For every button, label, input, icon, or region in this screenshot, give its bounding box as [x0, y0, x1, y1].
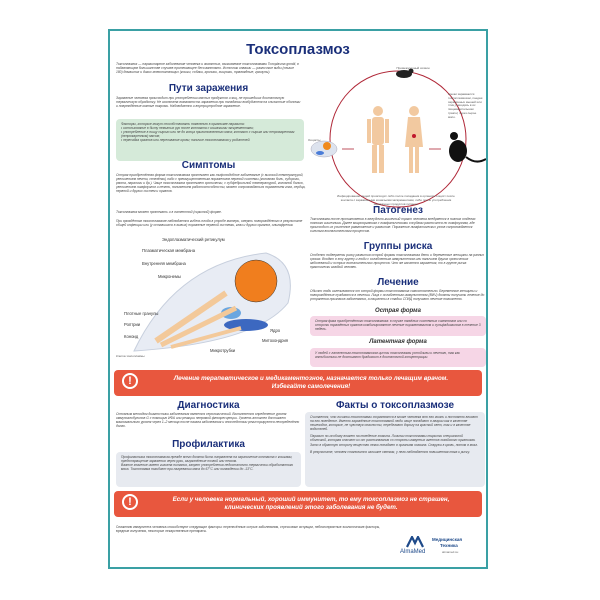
- treatment-text: Обычно люди излечиваются от острой формы токсоплазмоза самостоятельно. Беременные женщины и новорождённые нуждаются в лечении. Лица с ослабленным иммунитетом (ВИЧ) должны получать лечение до устранения признаков заболевания, а пациенты в стадии СПИД получают лечение пожизненно.: [310, 289, 485, 302]
- cycle-ring: [330, 71, 466, 207]
- intro-text: Токсоплазмоз — паразитарное заболевание человека и животных, вызываемое токсоплазмами Toxoplasma gondii, в подавляющем большинстве случаев протекающее бессимптомно. Источник инвазии — различные виды (свыше 180) домашних и диких млекопитающих (кошки, собаки, кролики, хищники, травоядные, грызуны).: [116, 62, 299, 75]
- diagnostics-heading: Диагностика: [177, 400, 240, 411]
- acute-heading: Острая форма: [375, 308, 421, 314]
- latent-text: У людей с латентным токсоплазмозом цисты токсоплазмы устойчивы к лечению, так как антибиотики не достигают брадизоит в достаточной концентрации.: [315, 351, 460, 360]
- factor-item: • пересадка органов или переливание крови; наличие токсоплазмоза у родителей.: [121, 138, 251, 143]
- latent-box: [310, 348, 486, 367]
- cell-label: Эндоплазматический ретикулум: [162, 237, 225, 242]
- cell-label: Митохондрия: [262, 338, 289, 343]
- facts-heading: Факты о токсоплазмозе: [335, 400, 455, 411]
- almamed-logo-mark: [406, 536, 424, 548]
- cell-caption: Клетка токсоплазмы: [116, 354, 145, 358]
- alert-line-2: клинических проявлений этого заболевания не будет.: [224, 504, 398, 511]
- prevention-text-1: Профилактика токсоплазмоза прежде всего должна быть направлена на ограничение контакта с кошками, предотвращение заражения через руки, загрязнённые почвой или песком.: [121, 455, 293, 464]
- alert-immunity: [114, 491, 482, 517]
- brand-url: almamed.su: [442, 550, 459, 554]
- cycle-top-label: Промежуточный хозяин: [396, 66, 430, 70]
- poster: [108, 29, 488, 569]
- human-male-figure: [367, 106, 389, 173]
- brand-sub-1: Медицинская: [432, 537, 463, 542]
- alert-self-treatment: [114, 370, 482, 396]
- prevention-box: [116, 452, 301, 487]
- symptoms-text-1: Острая приобретённая форма токсоплазмоза протекает как тифоподобное заболевание (с высокой температурой, увеличением печени, селезёнки) либо с преимущественным поражением нервной системы (головная боль, судороги, рвота, параличи и др.). Чаще токсоплазмоз протекает хронически, с субфебрильной температурой, головной болью, увеличением лимфоузлов и печени, понижением работоспособности, может сопровождаться поражением глаз, сердца, нервной и других систем и органов.: [116, 173, 306, 194]
- almamed-logo: [400, 536, 480, 562]
- risk-heading: Группы риска: [363, 241, 433, 252]
- brand-name: AlmaMed: [400, 549, 426, 555]
- oocyst-icon: [311, 141, 337, 157]
- facts-text-1: Считается, что личинки токсоплазмы сохраняются в мозге человека всю его жизнь и постоянно влияют на его поведение. Именно заражённые токсоплазмой люди чаще попадают в аварии как в качестве пешеходов, которые, не чувствуя опасности, перебегают дорогу на красный свет, так и в качестве водителей.: [310, 415, 478, 432]
- cell-label: Коноид: [124, 334, 139, 339]
- prevention-heading: Профилактика: [172, 439, 245, 450]
- cell-label: Микротрубки: [210, 348, 236, 353]
- routes-text: Заражение человека происходит при употреблении мясных продуктов и яиц, не прошедших достаточную термическую обработку. Не исключена возможность заражения при попадании возбудителя на слизистые оболочки и повреждённые кожные покровы. Наблюдается и внутриутробное заражение.: [116, 96, 301, 109]
- symptoms-heading: Симптомы: [181, 160, 236, 171]
- risk-text: Особенно подвержены риску развития острой формы токсоплазмоза дети и беременные женщины на ранних сроках. Входят в эту группу и люди с ослабленным иммунитетом или наличием других хронических заболеваний и острых воспалительных процессов. Что же касается заражения, то в группе риска практически каждый человек.: [310, 253, 485, 270]
- facts-text-3: В результате, человек становится излишне смелым, у него наблюдается повышенная тяга к риску.: [310, 449, 470, 454]
- cell-label: Плотные гранулы: [124, 311, 159, 316]
- oocyst-label: Ооцисты: [308, 138, 321, 142]
- exclamation-icon: !: [122, 494, 138, 510]
- routes-heading: Пути заражения: [168, 83, 249, 94]
- alert-line-2: Избегайте самолечения!: [271, 383, 351, 390]
- facts-text-2: Паразит по-особому влияет на поведение хозяина. Личинки токсоплазмы покрыты специальной оболочкой, которая спасает их от распознавания со стороны иммунных агентов хозяйского организма. Зато в обратную сторону вещество легко попадает в организм хозяина. Снаружи в кровь, потом в мозг.: [310, 434, 478, 447]
- cell-label: Ядро: [270, 328, 281, 333]
- nucleus: [235, 260, 277, 302]
- pathogenesis-heading: Патогенез: [373, 205, 423, 216]
- factors-box: [116, 119, 304, 161]
- diagnostics-text: Основным методом диагностики заболевания является серологический. Выполняется определение уровня иммуноглобулинов G с помощью ИФА или реакции непрямой флюоресценции. Уровень антител достигает максимального уровня через 1–2 месяца после начала заболевания и впоследствии регистрируется неопределённо долго.: [116, 412, 300, 429]
- latent-heading: Латентная форма: [369, 339, 427, 345]
- prevention-text-2: Важное значение имеет гигиена питания, запрет употребления недостаточно термически обработанного мяса. Токсоплазма погибает при нагревании мяса до 67°C или охлаждении до -13°C.: [121, 463, 294, 472]
- footer-text: Снижению иммунитета человека способствуют следующие факторы: перенесённые острые заболевания, стрессовые ситуации, неблагоприятные экологические факторы, вредные излучения, некоторые лекарственные препараты.: [116, 525, 380, 534]
- factor-item: • употребление в пищу сырого или не до конца приготовленного мяса; контакт с сырым или непрожаренным (непрожаренным) мясом;: [121, 130, 295, 139]
- factors-intro: Факторы, которые могут способствовать появлению в организме паразита:: [121, 122, 245, 126]
- facts-box: [305, 412, 485, 487]
- treatment-heading: Лечение: [377, 277, 419, 288]
- brand-sub-2: Техника: [440, 543, 458, 548]
- cycle-bottom-note: Инфицирование людей происходит либо после попадания в организм ооцист после контакта с заражёнными кошачьими экскрементами, либо после употребления заражённых продуктов питания.: [337, 195, 455, 206]
- cell-label: Плазматическая мембрана: [142, 248, 196, 253]
- alert-line-1: Если у человека нормальный, хороший иммунитет, то ему токсоплазмоз не страшен,: [172, 496, 450, 503]
- factor-item: • использование в быту немытых рук после контакта с кошачьими экскрементами;: [121, 126, 254, 131]
- cell-label: Внутренняя мембрана: [142, 261, 186, 266]
- acute-box: [310, 316, 486, 336]
- symptoms-text-3: При врождённом токсоплазмозе наблюдается гибель плода в утробе матери, смерть новорождённого в результате общей инфекции или (у оставшихся в живых) поражение нервной системы, глаз и других органов, олигофрения.: [116, 219, 303, 228]
- symptoms-text-2: Токсоплазмоз может протекать и в латентной (скрытой) форме.: [116, 210, 222, 214]
- alert-line-1: Лечение терапевтическое и медикаментозное, назначается только лечащим врачом.: [173, 375, 449, 382]
- cell-label: Роптрии: [124, 322, 141, 327]
- cat-note: Кошки заражаются токсоплазмозом, поедая заражённых мышей или птиц (находясь в их пищеварительном тракте) через сырое мясо.: [448, 93, 483, 119]
- cell-label: Микронемы: [158, 274, 181, 279]
- pathogenesis-text: Токсоплазма после проникновения в желудочно-кишечный тракт человека внедряется в нижних отделах тонкого кишечника. Далее микроорганизм с лимфатическими сосудами разносится по лимфоузлам, где происходит их усиленное размножение и развитие. Поражение лимфатических узлов сопровождается сильным воспалительным процессом.: [310, 217, 476, 234]
- exclamation-icon: !: [122, 373, 138, 389]
- page-title: Токсоплазмоз: [246, 41, 350, 58]
- human-female-figure: [405, 106, 423, 173]
- acute-text: Острая фаза приобретённого токсоплазмоза: в случае тяжёлых системных симптомов или со стороны поражённых органов комбинированное лечение пириметамином и сульфадиазином в течение 3 недель.: [315, 319, 481, 332]
